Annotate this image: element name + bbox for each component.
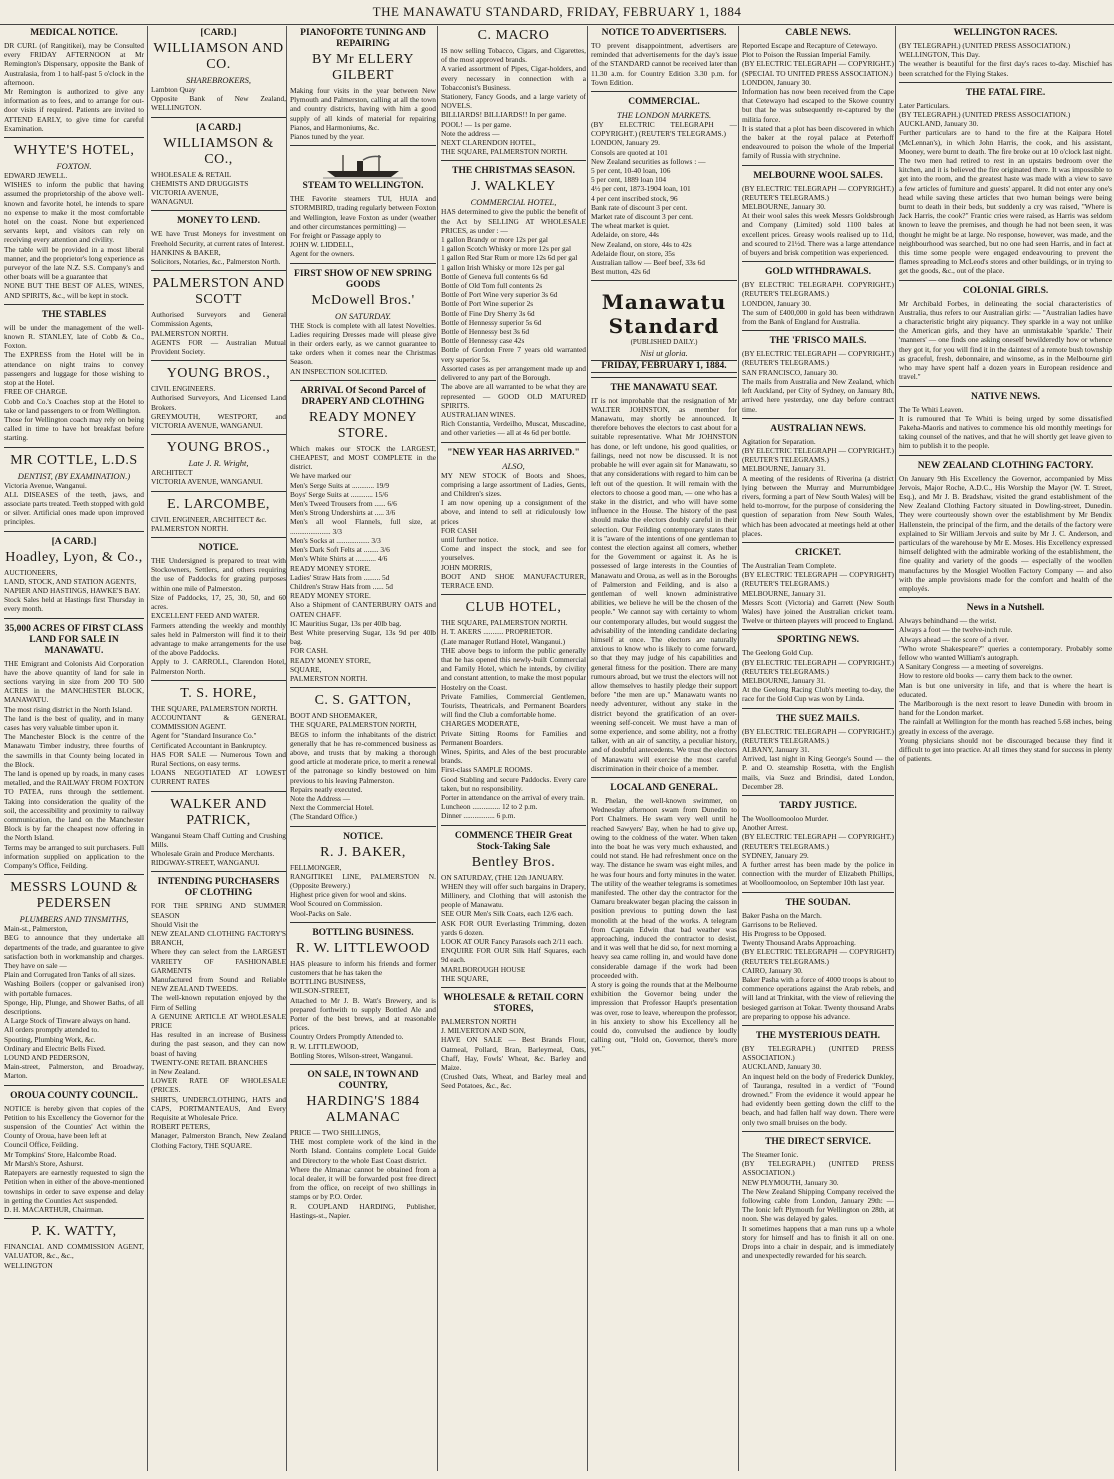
column-3 [286,26,436,1471]
article-heading: NEW ZEALAND CLOTHING FACTORY. [917,460,1094,471]
article-subheading: DENTIST, (BY EXAMINATION.) [17,470,131,481]
article-body: PALMERSTON NORTH J. MILVERTON AND SON, HAVE ON SALE — Best Brands Flour, Oatmeal, Pollard, Bran, Barleymeal, Oats, Chaff, Hay, Fowls' Wheat, &c. Barley and Maize. (Crushed Oats, Wheat, and Barley meal and Seed Potatoes, &c., &c. [441,1017,586,1091]
article-body: CIVIL ENGINEER, ARCHITECT &c. PALMERSTON NORTH. [151,514,267,533]
article-block [151,360,286,430]
article-heading: [CARD.] [200,28,237,38]
article-block [151,680,286,787]
article-body: The Woolloomooloo Murder. Another Arrest. (BY ELECTRIC TELEGRAPH — COPYRIGHT.) (REUTER'S TELEGRAMS.) SYDNEY, January 29. A further arrest has been made by the police in connection with the murder of Elizabeth Phillips, at Woolloomooloo, on September 10th last year. [742,814,894,888]
article-block [151,537,286,676]
masthead: THE MANAWATU STANDARD, FRIDAY, FEBRUARY 1, 1884 [0,0,1114,25]
article-body: Which makes our STOCK the LARGEST, CHEAPEST, and MOST COMPLETE in the district. We have marked our Men's Serge Suits at ............ 19/9 Boys' Serge Suits at ............ 15/6 Men's Tweed Trousers from ...... 6/6 Men's Strong Undershirts at ..... 3/6 Men's all wool Flannels, full size, at ...................... 3/3 Men's Socks at .................. 3/3 Men's Dark Soft Felts at ........ 3/6 Men's White Shirts at ........... 4/6 READY MONEY STORE. Ladies' Straw Hats from ......... 5d Children's Straw Hats from ...... 5d READY MONEY STORE. Also a Shipment of CANTERBURY OATS and OATEN CHAFF. IC Mauritius Sugar, 13s per 40lb bag. Best White preserving Sugar, 13s 9d per 40lb bag. FOR CASH. READY MONEY STORE, SQUARE, PALMERSTON NORTH. [290,443,436,683]
article-block [742,542,894,625]
article-heading: NOTICE. [343,831,383,842]
article-block [441,594,586,820]
article-block [290,145,436,258]
article-heading: THE FATAL FIRE. [965,87,1046,98]
article-heading: PIANOFORTE TUNING AND REPAIRING [300,28,426,49]
article-heading: THE SUEZ MAILS. [776,713,860,724]
article-block [899,386,1112,451]
article-body: Making four visits in the year between New Plymouth and Palmerston, calling at all the town and country districts, having with him a good supply of all kinds of material for repairing Pianos, and Harmoniums, &c. Pianos tuned by the year. [290,86,436,142]
article-body: Agitation for Separation. (BY ELECTRIC TELEGRAPH — COPYRIGHT.) (REUTER'S TELEGRAMS.) MELBOURNE, January 31. A meeting of the residents of Riverina (a district lying between the Murray and Murrumbidgee rivers, forming a part of New South Wales) will be held to-morrow, for the purpose of considering the question of separation from New South Wales, which has been advocated at meetings held at other places. [742,436,894,538]
newspaper-nameplate [591,280,737,372]
article-block [742,261,894,326]
article-block [290,1064,436,1220]
advertiser-name: WALKER AND PATRICK, [170,796,267,828]
article-block [441,825,586,983]
column-bottom-edge [287,1463,436,1471]
article-body: THE Emigrant and Colonists Aid Corporation have the above quantity of land for sale in sections varying in size from 200 TO 500 ACRES in the MANCHESTER BLOCK, MANAWATU. The most rising district in the North Island. The land is the best of quality, and in many cases has very valuable timber upon it. The Manchester Block is the centre of the Manawatu Timber industry, three fourths of the sawmills in that County being located in the Block. The land is opened up by roads, in many cases metalled, and the RAILWAY FROM FOXTON TO PATEA, runs through the settlement. Taking into consideration the quality of the soil, the accessibility and proximity to railway communication, the land on the Manchester Block is by far the cheapest now offering in the North Island. Terms may be arranged to suit purchasers. Full information supplied on application to the Company's Office, Feilding. [4,658,144,871]
article-heading: WELLINGTON RACES. [953,28,1058,38]
article-block [742,165,894,258]
article-body: EDWARD JEWELL. WISHES to inform the public that having assumed the proprietorship of the above well-known and favorite hotel, he intends to spare no expense to make it the most comfortable hotel on the coast. None but experienced servants kept, and visitors can rely on receiving every attention and civility. The table will be provided in a most liberal manner, and the proprietor's long experience as purveyor of the late N.Z. S.S. Company's and other boats will be a guarantee that NONE BUT THE BEST OF ALES, WINES, AND SPIRITS, &c., will be kept in stock. [4,171,144,300]
article-heading: GOLD WITHDRAWALS. [765,267,871,278]
steamship-icon [323,151,403,179]
article-body: THE SQUARE, PALMERSTON NORTH. ACCOUNTANT & GENERAL COMMISSION AGENT. Agent for "Standard Insurance Co." Certificated Accountant in Bankruptcy. HAS FOR SALE — Numerous Town and Rural Sections, on easy terms. LOANS NEGOTIATED AT LOWEST CURRENT RATES [151,703,286,787]
article-block [4,304,144,443]
article-body: DR CURL (of Rangitikei), may be Consulted every FRIDAY AFTERNOON at Mr Remington's Dispensary, opposite the Bank of Australasia, from 1 to half-past 5 o'clock in the afternoon. Mr Remington is authorized to give any information as to fees, and to arrange for out-door visits if required. Patients are invited to ATTEND EARLY, to give time for careful Examination. [4,41,144,133]
advertiser-name: YOUNG BROS., [166,440,271,456]
article-heading: News in a Nutshell. [966,603,1045,614]
article-body: Lambton Quay Opposite Bank of New Zealand, WELLINGTON. [151,85,286,113]
article-heading: THE STABLES [41,309,107,320]
advertiser-name: McDowell Bros.' [311,292,415,308]
article-block [151,434,286,486]
article-block [4,618,144,871]
article-block [742,1025,894,1127]
column-bottom-edge [4,1463,144,1471]
article-body: (BY ELECTRIC TELEGRAPH — COPYRIGHT.) (REUTER'S TELEGRAMS.) MELBOURNE, January 30. At their wool sales this week Messrs Goldsbrough and Company (Limited) sold 1100 bales at excellent prices. Greasy wools realised up to 11d, and scoured to 21½d. There was a large attendance of buyers and brisk competition was experienced. [742,183,894,258]
article-subheading: PLUMBERS AND TINSMITHS, [19,914,129,925]
article-heading: TARDY JUSTICE. [779,801,857,811]
article-subheading: FOXTON. [56,161,92,172]
advertiser-name: PALMERSTON AND SCOTT [152,276,285,308]
article-body: TO prevent disappointment, advertisers are reminded that advertisements for the day's issue of the STANDARD cannot be received later than 11.30 a.m. for Country Edition 3.30 p.m. for Town Edition. [591,41,737,87]
article-body: ARCHITECT VICTORIA AVENUE, WANGANUI. [151,468,263,487]
article-block [899,28,1112,78]
article-body: THE Favorite steamers TUI, HUIA and STORMBIRD, trading regularly between Foxton and Wellington, leave Foxton as under (weather and other circumstances permitting) — For freight or Passage apply to JOHN W. LIDDELL, Agent for the owners. [290,194,436,259]
article-body: HAS pleasure to inform his friends and former customers that he has taken the BOTTLING BUSINESS, WILSON-STREET, Attached to Mr J. B. Watt's Brewery, and is prepared forthwith to supply Bottled Ale and Porter of the best brews, and at reasonable prices. Country Orders Promptly Attended to. R. W. LITTLEWOOD, Bottling Stores, Wilson-street, Wanganui. [290,958,436,1060]
article-body: CIVIL ENGINEERS. Authorised Surveyors, And Licensed Land Brokers. GREYMOUTH, WESTPORT, and VICTORIA AVENUE, WANGANUI. [151,384,286,431]
article-body: HAS determined to give the public the benefit of the Act by SELLING AT WHOLESALE PRICES, as under : — 1 gallon Brandy or more 12s per gal 1 gallon Scotch Whisky or more 12s per gal 1 gallon Red Star Rum or more 12s 6d per gal 1 gallon Irish Whisky or more 12s per gal Bottle of Geneva full contents 6s 6d Bottle of Old Tom full contents 2s Bottle of Port Wine very superior 3s 6d Bottle of Port Wine superior 2s Bottle of Fine Dry Sherry 3s 6d Bottle of Hennessy superior 5s 6d Bottle of Hennessy best 3s 6d Bottle of Hennessy case 42s Bottle of Gordon Frere 7 years old warranted very superior 5s. Assorted cases as per arrangement made up and delivered to any part of the Borough. The above are all warranted to be what they are represented — GOOD OLD MATURED SPIRITS. AUSTRALIAN WINES. Rich Constantia, Verdeilho, Muscat, Muscadine, and other varieties — all at 4s 6d per bottle. [441,207,586,438]
advertiser-name: WILLIAMSON & CO., [163,135,274,167]
article-block [151,210,286,266]
article-block [899,82,1112,276]
article-block [591,91,737,276]
article-body: PRICE — TWO SHILLINGS, THE most complete work of the kind in the North Island. Contains complete Local Guide and Directory to the whole East Coast district. Where the Almanac cannot be obtained from a local dealer, it will be forwarded post free direct from the office, on receipt of two shillings in stamps or by P.O. Order. R. COUPLAND HARDING, Publisher, Hastings-st., Napier. [290,1128,436,1220]
article-heading: THE DIRECT SERVICE. [765,1136,871,1147]
article-subheading: ALSO, [502,460,525,471]
advertiser-name: R. J. BAKER, [320,844,406,860]
column-7 [895,26,1112,1471]
article-block [591,777,737,1054]
article-body: AUCTIONEERS, LAND, STOCK, AND STATION AGENTS, NAPIER AND HASTINGS, HAWKE'S BAY. Stock Sales held at Hastings first Thursday in every month. [4,567,144,614]
article-block [290,28,436,141]
article-body: Reported Escape and Recapture of Cetewayo. Plot to Poison the Russian Imperial Family. (BY ELECTRIC TELEGRAPH — COPYRIGHT.) (SPECIAL TO UNITED PRESS ASSOCIATION.) LONDON, January 30. Information has now been received from the Cape that Cetewayo had escaped to the Skowe country but that he was subsequently re-captured by the militia force. It is stated that a plot has been discovered in which the baker at the royal palace at Peterhoff endeavoured to poison the whole of the Imperial family of Russia with strychnine. [742,41,894,161]
article-heading: THE CHRISTMAS SEASON. [452,166,575,177]
article-block [4,1085,144,1214]
article-body: Baker Pasha on the March. Garrisons to be Relieved. His Progress to be Opposed. Twenty Thousand Arabs Approaching. (BY ELECTRIC TELEGRAPH — COPYRIGHT) (REUTER'S TELEGRAMS.) CAIRO, January 30. Baker Pasha with a force of 4000 troops is about to commence operations against the Arab rebels, and will land at Trinkitat, with the view of relieving the besieged garrison at Tokar. Twenty thousand Arabs are preparing to oppose his advance. [742,910,894,1021]
article-block [742,708,894,791]
column-bottom-edge [148,1463,286,1471]
article-block [151,791,286,868]
article-heading: MONEY TO LEND. [177,216,260,227]
article-block [899,280,1112,382]
article-body: Victoria Avenue, Wanganui. ALL DISEASES of the teeth, jaws, and associate parts treated. Teeth stopped with gold or silver. Artificial ones made upon improved principles. [4,480,144,527]
article-body: The Australian Team Complete. (BY ELECTRIC TELEGRAPH — COPYRIGHT) (REUTER'S TELEGRAMS.) MELBOURNE, January 31. Messrs Scott (Victoria) and Garrett (New South Wales) have joined the Australian cricket team. Twelve or thirteen players will proceed to England. [742,560,894,626]
advertiser-name: YOUNG BROS., [166,366,271,382]
column-bottom-edge [438,1463,586,1471]
article-body: MY NEW STOCK of Boots and Shoes, comprising a large assortment of Ladies, Gents, and Children's sizes. I am now opening up a consignment of the above, and intend to sell at ridiculously low prices FOR CASH until further notice. Come and inspect the stock, and see for yourselves. JOHN MORRIS, BOOT AND SHOE MANUFACTURER, TERRACE END. [441,470,586,590]
article-heading: THE SOUDAN. [785,897,851,908]
article-heading: INTENDING PURCHASERS OF CLOTHING [157,877,280,899]
advertiser-name: J. WALKLEY [471,179,556,195]
article-heading: "NEW YEAR HAS ARRIVED." [447,447,580,458]
article-subheading: ON SATURDAY. [334,310,392,321]
article-body: Authorised Surveyors and General Commission Agents, PALMERSTON NORTH. AGENTS FOR — Australian Mutual Provident Society. [151,310,286,357]
advertiser-name: MR COTTLE, L.D.S [10,452,138,468]
article-body: ON SATURDAY, (THE 12th JANUARY. WHEN they will offer such bargains in Drapery, Millinery, and Clothing that will astonish the people of Manawatu. SEE OUR Men's Silk Coats, each 12/6 each. ASK FOR OUR Everlasting Trimming, dozen yards 6 dozen. LOOK AT OUR Fancy Parasols each 2/11 each. ENQUIRE FOR OUR Silk Half Squares, each 9d each. MARLBOROUGH HOUSE THE SQUARE, [441,872,586,983]
advertiser-name: Hoadley, Lyon, & Co., [5,549,143,565]
article-body: Mr Archibald Forbes, in delineating the social characteristics of Australia, thus refers to our Australian girls: — "Australian ladies have a characteristic bright airy piquancy. They sparkle in a way not unlike the American girls, and they have an unmistakable 'sparkle.' Their 'manners' — one finds one asking oneself bewilderedly how or whence they got it, for you will find it in the daintest of a remote bush township as graceful, fresh, debonnaire, and winsome, as in the Melbourne girl who may have spent half a dozen years in European residence and travel." [899,298,1112,382]
column-bottom-edge [588,1463,737,1471]
article-heading: COLONIAL GIRLS. [962,285,1049,296]
article-block [899,597,1112,763]
advertiser-name: Bentley Bros. [471,854,556,870]
article-heading: SPORTING NEWS. [776,635,860,646]
advertiser-name: WILLIAMSON AND CO. [153,41,284,72]
article-body: R. Phelan, the well-known swimmer, on Wednesday afternoon swam from Dunedin to Port Chalmers. He swam very well until he reached Sawyers' Bay, when he had to give up, owing to the coldness of the water. When taken into the boat he was very much exhausted, and could not stand. He had refreshment once on the way. The distance he swam was eight miles, and he was four hours and forty minutes in the water. The utility of the weather telegrams is sometimes manifested. The other day the contractor for the Oamaru breakwater began placing the caisson in position previous to putting down the last monolith at the head of the works. A telegram from Captain Edwin that bad weather was approaching, induced the contractor to desist, and it was well that he did so, for next morning a heavy sea came rolling in, and would have done considerable damage if the work had been proceeded with. A story is going the rounds that at the Melbourne exhibition the Governor being under the impression that Professor Haupt's presentation was over, rose to leave, whereupon the professor, in his anxiety to show his Excellency all he could do, convulsed the audience by loudly calling out, "Hold on, Governor, there's more yet." [591,796,737,1054]
article-block [4,531,144,614]
advertiser-name: C. MACRO [477,28,550,43]
article-body: IS now selling Tobacco, Cigars, and Cigarettes, of the most approved brands. A varied assortment of Pipes, Cigar-holders, and every necessary in connection with a Tobacconist's Business. Stationery, Fancy Goods, and a large variety of NOVELS. BILLIARDS! BILLIARDS!! In per game. POOL! — 1s per game. Note the address — NEXT CLARENDON HOTEL, THE SQUARE, PALMERSTON NORTH. [441,46,586,157]
article-heading: COMMENCE THEIR Great Stock-Taking Sale [454,830,573,852]
article-block [742,1131,894,1260]
article-heading: THE 'FRISCO MAILS. [769,336,867,347]
article-block [441,987,586,1091]
advertiser-name: C. S. GATTON, [314,693,412,709]
advertiser-name: HARDING'S 1884 ALMANAC [306,1094,420,1126]
column-bottom-edge [739,1463,894,1471]
article-block [742,28,894,161]
article-heading: NOTICE TO ADVERTISERS. [601,28,727,38]
column-2 [147,26,286,1471]
article-heading: NATIVE NEWS. [971,391,1040,402]
article-block [4,28,144,133]
article-heading: ON SALE, IN TOWN AND COUNTRY, [307,1070,419,1092]
page-columns [0,26,1114,1479]
column-1 [4,26,144,1471]
article-block [290,263,436,376]
article-body: (BY ELECTRIC TELEGRAPH. COPYRIGHT.) (REUTER'S TELEGRAMS.) LONDON, January 30. The sum of £400,000 in gold has been withdrawn from the Bank of England for Australia. [742,280,894,327]
article-body: (BY ELECTRIC TELEGRAPH — COPYRIGHT.) (REUTER'S TELEGRAMS.) LONDON, January 29. Consols are quoted at 101 New Zealand securities as follows : — 5 per cent, 10-40 loan, 106 5 per cent, 1889 loan 104 4½ per cent, 1873-1904 loan, 101 4 per cent inscribed stock, 96 Bank rate of discount 3 per cent. Market rate of discount 3 per cent. The wheat market is quiet. Adelaide, on store, 44s New Zealand, on store, 44s to 42s Adelaide flour, on store, 35s Australian tallow — Beef beef, 33s 6d Best mutton, 42s 6d [591,120,737,277]
article-block [290,922,436,1060]
article-body: Later Particulars. (BY TELEGRAPH.) (UNITED PRESS ASSOCIATION.) AUCKLAND, January 30. Further particulars are to hand to the fire at the Kaipara Hotel (McLennan's), in which John Harris, the cook, and his assistant, Mooney, were burnt to death. The fire broke out at 10 o'clock last night. The two men had retired to rest in an upstairs bedroom over the kitchen, and it is believed the fire originated there. It was impossible to get into the room, and the greatest haste was made with a view to save a few articles of furniture and guests' apparel. It did not enter any one's head while saving these articles that two human beings were being burnt to death in their beds, but suddenly a cry was raised, "Where is Jack Harris, the cook?" Frantic cries were raised, as Harris was seldom known to leave the premises, and though he had not been seen, it was thought he might be at large. No response, however, was made, and the neighbourhood was searched, but no one had seen Harris, and in fact at this time some people were engaged endeavouring to prevent the flames spreading to McLeod's stores and other buildings, or in trying to get the goods, &c., out of the place. [899,100,1112,276]
article-heading: [A CARD.] [196,122,241,133]
article-heading: STEAM TO WELLINGTON. [302,181,424,192]
nameplate-subtitle: (PUBLISHED DAILY.) [630,338,698,347]
article-body: The Steamer Ionic. (BY TELEGRAPH.) (UNITED PRESS ASSOCIATION.) NEW PLYMOUTH, January 30. The New Zealand Shipping Company received the following cable from London, January 29th: — The Ionic left Plymouth for Wellington on 28th, at noon. She was delayed by gales. It sometimes happens that a man runs up a whole story for himself and has to finish it all on one. Drops into a chair in despair, and is immediately and unexpectedly rewarded for his search. [742,1149,894,1261]
article-heading: MELBOURNE WOOL SALES. [753,170,883,181]
article-block [742,892,894,1021]
article-body: On January 9th His Excellency the Governor, accompanied by Miss Jervois, Major Roche, A.D.C., His Worship the Mayor (W. T. Street, Esq.), and Mr J. B. Bradshaw, visited the grand establishment of the New Zealand Clothing Factory situated in Dowling-street, Dunedin. They were courteously shown over the establishment by Mr Bendix Hallenstein, the principal of the firm, and the details of the factory were explained to Sir William Jervois and suite by Mr J. C. Anderson, and particulars of the warehouse by Mr E. Moses. His Excellency expressed himself delighted with the admirable working of the establishment, the fine quality and variety of the goods — especially of the woollen manufactures by the Mosgiel Woollen Factory Company — and also with the ample provisions made for the comfort and health of the employés. [899,473,1112,593]
article-block [290,380,436,683]
article-heading: COMMERCIAL. [628,97,700,108]
article-body: WHOLESALE & RETAIL CHEMISTS AND DRUGGISTS VICTORIA AVENUE, WANAGNUI. [151,169,249,207]
article-heading: CRICKET. [794,547,841,558]
article-block [591,377,737,773]
article-heading: MEDICAL NOTICE. [30,28,118,38]
article-subheading: Late J. R. Wright, [188,458,249,469]
article-body: BOOT AND SHOEMAKER, THE SQUARE, PALMERSTON NORTH, BEGS to inform the inhabitants of the district generally that he has re-commenced business as above, and trusts that by making a thorough good article at moderate price, to merit a renewal of the patronage so kindly bestowed on him previous to his leaving Palmerston. Repairs neatly executed. Note the Address — Next the Commercial Hotel. (The Standard Office.) [290,711,436,822]
article-body: The Geelong Gold Cup. (BY ELECTRIC TELEGRAPH — COPYRIGHT.) (REUTER'S TELEGRAMS.) MELBOURNE, January 31. At the Geelong Racing Club's meeting to-day, the race for the Gold Cup was won by Linda. [742,648,894,704]
nameplate-title: Manawatu Standard [601,290,727,339]
article-subheading: COMMERCIAL HOTEL, [470,197,557,208]
issue-date: FRIDAY, FEBRUARY 1, 1884. [591,360,737,373]
advertiser-name: T. S. HORE, [180,685,257,701]
article-subheading: SHAREBROKERS, [186,75,251,85]
advertiser-name: CLUB HOTEL, [465,600,562,616]
article-heading: AUSTRALIAN NEWS. [770,423,866,434]
column-4 [437,26,586,1471]
article-body: NOTICE is hereby given that copies of the Petition to his Excellency the Governor for the suspension of the Counties' Act within the County of Oroua, have been left at Council Office, Feilding. Mr Tompkins' Store, Halcombe Road. Mr Marsh's Store, Ashurst. Ratepayers are earnestly requested to sign the Petition when in either of the above-mentioned townships in order to save expense and delay in getting the Counties Act suspended. D. H. MACARTHUR, Chairman. [4,1103,144,1214]
article-block [591,28,737,87]
article-block [151,270,286,356]
article-body: WE have Trust Moneys for investment on Freehold Security, at current rates of Interest. HANKINS & BAKER, Solicitors, Notaries, &c., Palmerston North. [151,229,286,267]
advertiser-name: WHYTE'S HOTEL, [13,143,135,159]
article-body: THE SQUARE, PALMERSTON NORTH. H. T. AKERS ........... PROPRIETOR. (Late manager Rutland Hotel, Wanganui.) THE above begs to inform the public generally that he has opened this newly-built Commercial and Family Hotel, which he intends, by civility and constant attention, to make the most popular Hostelry on the Coast. Private Families, Commercial Gentlemen, Tourists, Theatricals, and Permanent Boarders will find the Club a comfortable home. CHARGES MODERATE, Private Sitting Rooms for Families and Permanent Boarders. Wines, Spirits, and Ales of the best procurable brands. First-class SAMPLE ROOMS. Good Stabling and secure Paddocks. Every care taken, but no responsibility. Porter in attendance on the arrival of every train. Luncheon ............... 12 to 2 p.m. Dinner ................. 6 p.m. [441,618,586,821]
article-heading: THE MANAWATU SEAT. [610,382,718,393]
article-block [742,629,894,703]
article-body: The Te Whiti Leaven. It is rumoured that Te Whiti is being urged by some dissatisfied Pakeha-Maoris and natives to commence his old monthly meetings for taking counsel of the natives, and that he will shortly get leave given to him to publish it to the people. [899,404,1112,451]
article-body: will be under the management of the well-known R. STANLEY, late of Cobb & Co., Foxton. The EXPRESS from the Hotel will be in attendance on night trains to convey passengers and luggage for those wishing to stop at the Hotel. FREE OF CHARGE. Cobb and Co.'s Coaches stop at the Hotel to take or land passengers to or from Wellington. Those for Wellington coach may rely on being called in time to have hot breakfast before starting. [4,322,144,443]
advertiser-name: P. K. WATTY, [31,1224,117,1240]
article-heading: LOCAL AND GENERAL. [610,783,718,793]
article-block [742,330,894,413]
article-heading: 35,000 ACRES OF FIRST CLASS LAND FOR SALE IN MANAWATU. [4,623,144,656]
article-body: FINANCIAL AND COMMISSION AGENT, VALUATOR, &c., &c., WELLINGTON [4,1242,144,1270]
article-body: FELLMONGER, RANGITIKEI LINE, PALMERSTON N. (Opposite Brewery.) Highest price given for wool and skins. Wool Scoured on Commission. Wool-Packs on Sale. [290,862,436,918]
column-bottom-edge [896,1463,1112,1471]
advertiser-name: MESSRS LOUND & PEDERSEN [10,880,138,912]
advertiser-name: R. W. LITTLEWOOD [296,940,430,956]
article-heading: [A CARD.] [51,536,97,547]
article-heading: CABLE NEWS. [785,28,851,38]
article-body: (BY ELECTRIC TELEGRAPH — COPYRIGHT.) (REUTER'S TELEGRAMS.) ALBANY, January 31. Arrived, last night in King George's Sound — the P. and O. steamship Rosetta, with the English mails, via Suez and Brindisi, dated London, December 28. [742,726,894,791]
article-block [4,137,144,300]
article-block [151,117,286,207]
article-block [441,160,586,437]
article-body: Main-st., Palmerston, BEG to announce that they undertake all departments of the trade, and guarantee to give satisfaction both in workmanship and charges. They have on sale — Plain and Corrugated Iron Tanks of all sizes. Washing Boilers (copper or galvanised iron) with portable furnaces. Sponge, Hip, Plunge, and Shower Baths, of all descriptions. A Large Stock of Tinware always on hand. All orders promptly attended to. Spouting, Plumbing Work, &c. Ordinary and Electric Bells Fixed. LOUND AND PEDERSON, Main-street, Palmerston, and Broadway, Marton. [4,924,144,1081]
advertiser-name: BY Mr ELLERY GILBERT [312,52,414,83]
article-body: THE Stock is complete with all latest Novelties. Ladies requiring Dresses made will please give in their orders early, as we cannot guarantee to take orders when it comes near the Christmas Season. AN INSPECTION SOLICITED. [290,320,436,376]
article-block [151,871,286,1149]
advertiser-name: READY MONEY STORE. [308,409,418,441]
article-heading: OROUA COUNTY COUNCIL. [10,1090,138,1101]
article-block [4,1218,144,1270]
nameplate-motto: Nisi ut gloria. [640,347,688,358]
article-body: IT is not improbable that the resignation of Mr WALTER JOHNSTON, as member for Manawatu, may shortly be announced. It therefore behoves the electors to cast about for a suitable representative. What Mr JOHNSTON has done, or left undone, his good qualities, or failings, need not now be discussed. It is not probable he will ever again sit for Manawatu, so that any considerations with regard to him can be left out of the question. It will remain with the electors to choose a good man, — one who has a stake in the district, and who will have some influence in the House. The history of the past should make the electors doubly careful in their selection. Our Feilding contemporary states that it is "aware of the intentions of one gentleman to contest the election against all comers, whether for the Government or against it. As he is possessed of large interests in the Counties of Manawatu and Oroua, as well as in the Boroughs of Palmerston and Feilding, and is also a gentleman of well known administrative abilities, we believe he will be the chosen of the people." We cannot say with certainty to whom our contemporary alludes, but would suggest the advisability of the intending candidate declaring himself at once. The electors are naturally anxious to know who is likely to come forward, so that they may judge of his capabilities and general fitness for the position. There are many rumours abroad, but we trust the electors will not allow themselves to hastily pledge their support before "the men are up." Manawatu wants no needy adventurer, without any stake in the district beyond the gratification of an over-weening self-conceit. We must have a man of some experience, and some ability, not a frothy talker, with an air of sanctity, a peculiar history, and of doubtful antecedents. We trust the electors of Manawatu will exercise the most careful discrimination in their choice of a member. [591,395,737,773]
article-block [742,418,894,538]
article-body: (BY TELEGRAPH.) (UNITED PRESS ASSOCIATION.) AUCKLAND, January 30. An inquest held on the body of Frederick Dunkley, of Tauranga, resulted in a verdict of "Found drowned." From the evidence it would appear he had evidently been getting down the cliff to the beach, and had fallen half way down. There were only two small bruises on the body. [742,1044,894,1127]
article-heading: BOTTLING BUSINESS. [312,927,414,938]
article-heading: FIRST SHOW OF NEW SPRING GOODS [294,268,432,290]
article-heading: WHOLESALE & RETAIL CORN STORES, [443,993,584,1015]
column-6 [738,26,894,1471]
article-block [4,874,144,1080]
article-block [290,826,436,918]
article-heading: ARRIVAL Of Second Parcel of DRAPERY AND CLOTHING [300,385,426,407]
article-heading: NOTICE. [198,543,239,554]
article-block [151,491,286,533]
article-body: Always behindhand — the wrist. Always a foot — the twelve-inch rule. Always ahead — the score of a river. "Who wrote Shakespeare?" queries a contemporary. Probably some fellow who wanted William's autograph. A Sanitary Congress — a meeting of sovereigns. How to restore old books — carry them back to the owner. Man is but one university in life, and that is where the heart is educated. The Marlborough is the next resort to leave Dunedin with broom in hand for the London market. The rainfall at Wellington for the month has reached 5.68 inches, being greatly in excess of the average. Young physicians should not be discouraged because they find it difficult to get into practice. At all times they stand for success in plenty of patients. [899,616,1112,764]
article-body: Wanganui Steam Chaff Cutting and Crushing Mills. Wholesale Grain and Produce Merchants. RIDGWAY-STREET, WANGANUI. [151,830,286,868]
article-block [151,28,286,113]
article-block [742,795,894,888]
article-body: (BY TELEGRAPH.) (UNITED PRESS ASSOCIATION.) WELLINGTON, This Day. The weather is beautiful for the first day's races to-day. Mischief has been scratched for the Flying Stakes. [899,41,1112,78]
article-block [441,28,586,156]
article-body: (BY ELECTRIC TELEGRAPH — COPYRIGHT.) (REUTER'S TELEGRAMS.) SAN FRANCISCO, January 30. The mails from Australia and New Zealand, which left Auckland, per City of Sydney, on January 8th, arrived here yesterday, one day before contract time. [742,349,894,414]
article-block [4,447,144,527]
article-body: THE Undersigned is prepared to treat with Stockowners, Settlers, and others requiring the use of Paddocks for grazing purposes within one mile of Palmerston. Size of Paddocks, 17, 25, 30, 50, and 60 acres. EXCELLENT FEED AND WATER. Farmers attending the weekly and monthly sales held in Palmerston will find it to their advantage to make arrangements for the use of the above Paddocks. Apply to J. CARROLL, Clarendon Hotel, Palmerston North. [151,556,286,676]
article-block [441,442,586,591]
article-block [899,455,1112,594]
advertiser-name: E. LARCOMBE, [167,496,270,512]
column-5 [587,26,737,1471]
article-block [290,687,436,821]
article-heading: THE MYSTERIOUS DEATH. [755,1031,881,1042]
article-body: FOR THE SPRING AND SUMMER SEASON Should Visit the NEW ZEALAND CLOTHING FACTORY'S BRANCH, Where they can select from the LARGEST VARIETY OF FASHIONABLE GARMENTS Manufactured from Sound and Reliable NEW ZEALAND TWEEDS. The well-known reputation enjoyed by the Firm of Selling A GENUINE ARTICLE AT WHOLESALE PRICE Has resulted in an increase of Business during the past season, and they can now boast of having TWENTY-ONE RETAIL BRANCHES in New Zealand. LOWER RATE OF WHOLESALE (PRICES. SHIRTS, UNDERCLOTHING, HATS and CAPS, PORTMANTEAUS, And Every Requisite at Wholesale Price. ROBERT PETERS, Manager, Palmerston Branch, New Zealand Clothing Factory, THE SQUARE. [151,901,286,1150]
article-subheading: THE LONDON MARKETS. [616,110,712,121]
